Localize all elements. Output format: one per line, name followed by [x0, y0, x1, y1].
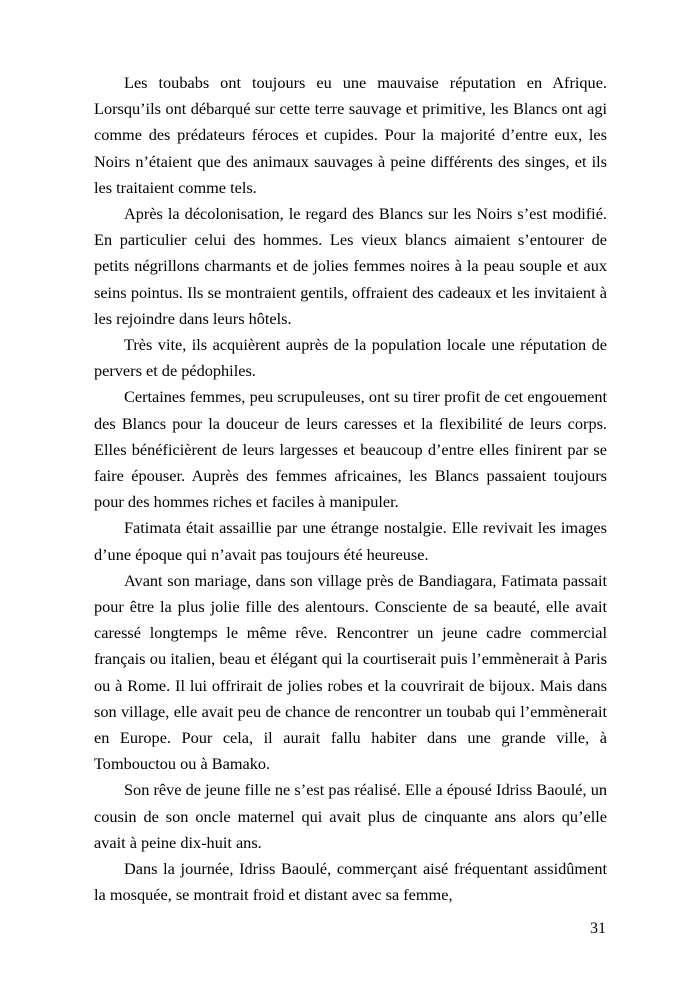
paragraph: Avant son mariage, dans son village près de Bandiagara, Fatimata passait pour être la plus jolie fille des alentours. Consciente de sa beauté, elle avait caressé longtemps le même rêve. Rencontrer un jeune cadre commercial français ou italien, beau et élégant qui la courtiserait puis l’emmènerait à Paris ou à Rome. Il lui offrirait de jolies robes et la couvrirait de bijoux. Mais dans son village, elle avait peu de chance de rencontrer un toubab qui l’emmènerait en Europe. Pour cela, il aurait fallu habiter dans une grande ville, à Tombouctou ou à Bamako. [94, 570, 607, 774]
paragraph: Très vite, ils acquièrent auprès de la population locale une réputation de pervers et de pédophiles. [94, 335, 607, 381]
paragraph: Après la décolonisation, le regard des Blancs sur les Noirs s’est modifié. En particulier celui des hommes. Les vieux blancs aimaient s’entourer de petits négrillons charmants et de jolies femmes noires à la peau souple et aux seins pointus. Ils se montraient gentils, offraient des cadeaux et les invitaient à les rejoindre dans leurs hôtels. [94, 204, 607, 328]
paragraph: Fatimata était assaillie par une étrange nostalgie. Elle revivait les images d’une époque qui n’avait pas toujours été heureuse. [94, 518, 607, 564]
paragraph: Les toubabs ont toujours eu une mauvaise réputation en Afrique. Lorsqu’ils ont débarqué sur cette terre sauvage et primitive, les Blancs ont agi comme des prédateurs féroces et cupides. Pour la majorité d’entre eux, les Noirs n’étaient que des animaux sauvages à peine différents des singes, et ils les traitaient comme tels. [94, 73, 607, 197]
body-text-column [94, 70, 607, 909]
paragraph: Dans la journée, Idriss Baoulé, commerçant aisé fréquentant assidûment la mosquée, se montrait froid et distant avec sa femme, [94, 859, 607, 905]
paragraph: Son rêve de jeune fille ne s’est pas réalisé. Elle a épousé Idriss Baoulé, un cousin de son oncle maternel qui avait plus de cinquante ans alors qu’elle avait à peine dix-huit ans. [94, 780, 607, 852]
paragraph: Certaines femmes, peu scrupuleuses, ont su tirer profit de cet engouement des Blancs pour la douceur de leurs caresses et la flexibilité de leurs corps. Elles bénéficièrent de leurs largesses et beaucoup d’entre elles finirent par se faire épouser. Auprès des femmes africaines, les Blancs passaient toujours pour des hommes riches et faciles à manipuler. [94, 387, 607, 512]
page-number: 31 [590, 920, 606, 937]
